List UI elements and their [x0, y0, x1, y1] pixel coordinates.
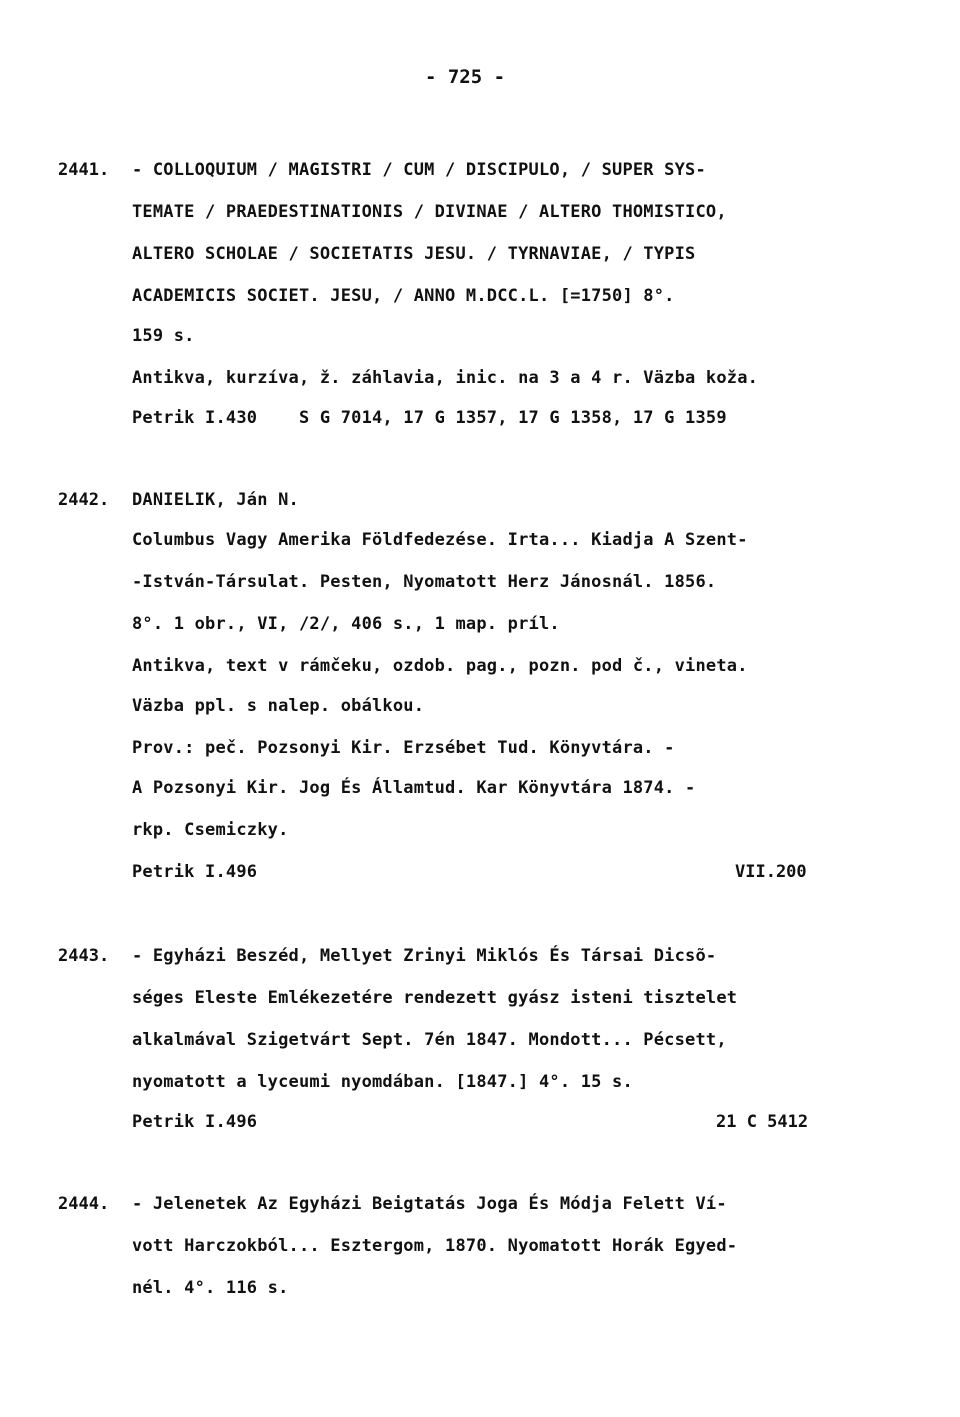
entry-line: rkp. Csemiczky.: [132, 820, 289, 840]
entry-line: TEMATE / PRAEDESTINATIONIS / DIVINAE / ALTERO THOMISTICO,: [132, 202, 727, 222]
entry-line: A Pozsonyi Kir. Jog És Államtud. Kar Könyvtára 1874. -: [132, 778, 696, 798]
entry-line: -István-Társulat. Pesten, Nyomatott Herz Jánosnál. 1856.: [132, 572, 717, 592]
entry-line: Antikva, text v rámčeku, ozdob. pag., pozn. pod č., vineta.: [132, 656, 748, 676]
entry-line: Antikva, kurzíva, ž. záhlavia, inic. na 3 a 4 r. Väzba koža.: [132, 368, 759, 388]
entry-line: ACADEMICIS SOCIET. JESU, / ANNO M.DCC.L. [=1750] 8°.: [132, 286, 675, 306]
entry-line: 159 s.: [132, 326, 195, 346]
entry-line: - Jelenetek Az Egyházi Beigtatás Joga És Módja Felett Ví-: [132, 1194, 727, 1214]
entry-reference-left: Petrik I.496: [132, 862, 258, 882]
entry-line: alkalmával Szigetvárt Sept. 7én 1847. Mondott... Pécsett,: [132, 1030, 727, 1050]
entry-line: 8°. 1 obr., VI, /2/, 406 s., 1 map. príl.: [132, 614, 560, 634]
entry-number: 2444.: [58, 1194, 110, 1214]
entry-reference-left: Petrik I.496: [132, 1112, 258, 1132]
entry-reference-right: 21 C 5412: [716, 1112, 809, 1132]
entry-line: nél. 4°. 116 s.: [132, 1278, 289, 1298]
entry-line: vott Harczokból... Esztergom, 1870. Nyomatott Horák Egyed-: [132, 1236, 738, 1256]
page-number: - 725 -: [424, 66, 506, 88]
entry-author: DANIELIK, Ján N.: [132, 490, 299, 510]
entry-line: séges Eleste Emlékezetére rendezett gyász isteni tisztelet: [132, 988, 738, 1008]
entry-line: - COLLOQUIUM / MAGISTRI / CUM / DISCIPULO, / SUPER SYS-: [132, 160, 706, 180]
entry-line: Prov.: peč. Pozsonyi Kir. Erzsébet Tud. Könyvtára. -: [132, 738, 675, 758]
entry-line: Columbus Vagy Amerika Földfedezése. Irta... Kiadja A Szent-: [132, 530, 748, 550]
entry-number: 2441.: [58, 160, 110, 180]
entry-reference-right: VII.200: [735, 862, 807, 882]
entry-line: nyomatott a lyceumi nyomdában. [1847.] 4°. 15 s.: [132, 1072, 633, 1092]
entry-line: - Egyházi Beszéd, Mellyet Zrinyi Miklós És Társai Dicsõ-: [132, 946, 717, 966]
entry-reference-line: Petrik I.430 S G 7014, 17 G 1357, 17 G 1358, 17 G 1359: [132, 408, 727, 428]
entry-number: 2442.: [58, 490, 110, 510]
entry-line: Väzba ppl. s nalep. obálkou.: [132, 696, 425, 716]
entry-line: ALTERO SCHOLAE / SOCIETATIS JESU. / TYRNAVIAE, / TYPIS: [132, 244, 696, 264]
entry-number: 2443.: [58, 946, 110, 966]
